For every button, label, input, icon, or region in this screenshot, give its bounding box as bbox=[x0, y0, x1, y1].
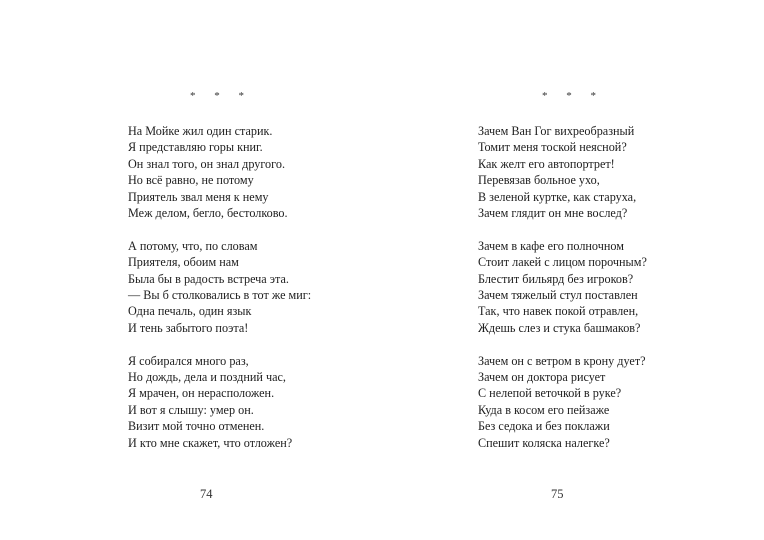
poem bbox=[128, 123, 311, 467]
right-page bbox=[382, 0, 764, 540]
poem-line: Была бы в радость встреча эта. bbox=[128, 271, 289, 286]
poem-line: — Вы б столковались в тот же миг: bbox=[128, 288, 312, 303]
poem-line: На Мойке жил один старик. bbox=[128, 124, 273, 138]
poem-line: Я собирался много раз, bbox=[128, 353, 249, 368]
stanza bbox=[128, 353, 311, 451]
stanza bbox=[478, 353, 647, 451]
poem-line: Так, что навек покой отравлен, bbox=[478, 304, 639, 319]
poem-line: В зеленой куртке, как старуха, bbox=[478, 189, 637, 204]
poem-line: Стоит лакей с лицом порочным? bbox=[478, 255, 647, 270]
poem-line: Я представляю горы книг. bbox=[128, 140, 263, 155]
poem-line: Меж делом, бегло, бестолково. bbox=[128, 206, 288, 221]
stanza bbox=[128, 123, 311, 221]
poem-line: И вот я слышу: умер он. bbox=[128, 402, 254, 417]
poem-line: И тень забытого поэта! bbox=[128, 320, 249, 335]
poem-line: Приятеля, обоим нам bbox=[128, 255, 239, 270]
poem-line: И кто мне скажет, что отложен? bbox=[128, 435, 293, 450]
poem-line: Я мрачен, он нерасположен. bbox=[128, 386, 275, 401]
poem-line: Зачем в кафе его полночном bbox=[478, 238, 624, 253]
poem-line: Но всё равно, не потому bbox=[128, 173, 254, 188]
poem-line: Перевязав больное ухо, bbox=[478, 173, 600, 188]
poem-line: А потому, что, по словам bbox=[128, 238, 258, 253]
poem-line: Зачем глядит он мне вослед? bbox=[478, 206, 628, 221]
stanza bbox=[128, 238, 311, 336]
stanza bbox=[478, 123, 647, 221]
poem-line: С нелепой веточкой в руке? bbox=[478, 386, 622, 401]
poem-line: Спешит коляска налегке? bbox=[478, 435, 610, 450]
poem-line: Приятель звал меня к нему bbox=[128, 189, 269, 204]
poem-line: Ждешь слез и стука башмаков? bbox=[478, 320, 641, 335]
poem-line: Томит меня тоской неясной? bbox=[478, 140, 627, 155]
poem bbox=[478, 123, 647, 467]
poem-line: Визит мой точно отменен. bbox=[128, 419, 265, 434]
poem-line: Но дождь, дела и поздний час, bbox=[128, 370, 286, 385]
poem-line: Блестит бильярд без игроков? bbox=[478, 271, 634, 286]
poem-line: Как желт его автопортрет! bbox=[478, 156, 615, 171]
poem-line: Он знал того, он знал другого. bbox=[128, 156, 285, 171]
page-number: 75 bbox=[551, 487, 564, 501]
poem-line: Зачем он доктора рисует bbox=[478, 370, 606, 385]
poem-line: Зачем тяжелый стул поставлен bbox=[478, 288, 638, 303]
poem-line: Без седока и без поклажи bbox=[478, 419, 610, 434]
poem-line: Куда в косом его пейзаже bbox=[478, 402, 610, 417]
section-separator: * * * bbox=[190, 90, 252, 102]
stanza bbox=[478, 238, 647, 336]
poem-line: Зачем Ван Гог вихреобразный bbox=[478, 124, 635, 138]
poem-line: Одна печаль, один язык bbox=[128, 304, 252, 319]
poem-line: Зачем он с ветром в крону дует? bbox=[478, 353, 646, 368]
page-number: 74 bbox=[200, 487, 213, 501]
section-separator: * * * bbox=[542, 90, 604, 102]
